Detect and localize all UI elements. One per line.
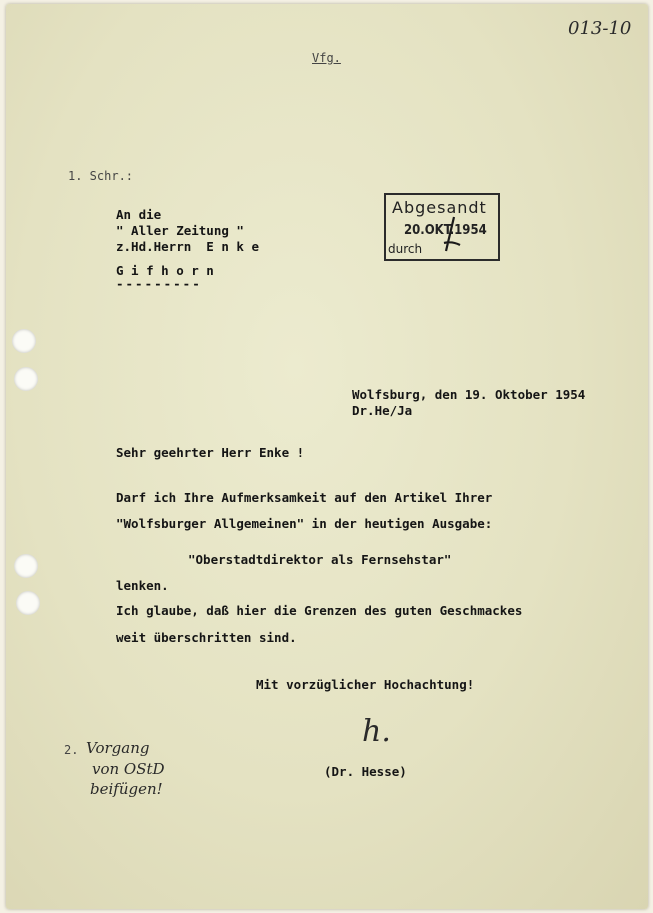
file-reference-handwritten: 013-10 bbox=[568, 18, 632, 39]
body-line-3: lenken. bbox=[116, 578, 169, 593]
closing: Mit vorzüglicher Hochachtung! bbox=[256, 677, 475, 692]
signature: h. bbox=[362, 714, 391, 749]
place-and-date: Wolfsburg, den 19. Oktober 1954 bbox=[352, 387, 586, 402]
item-2-number: 2. bbox=[64, 743, 79, 757]
handwritten-note-line-1: Vorgang bbox=[86, 739, 150, 757]
reference-code: Dr.He/Ja bbox=[352, 403, 413, 418]
document-page bbox=[6, 4, 648, 909]
body-line-1: Darf ich Ihre Aufmerksamkeit auf den Artikel Ihrer bbox=[116, 490, 493, 505]
stamp-label: Abgesandt bbox=[392, 198, 487, 217]
address-line-3: z.Hd.Herrn E n k e bbox=[116, 239, 259, 254]
stamp-by: durch bbox=[388, 242, 423, 256]
item-1-label: 1. Schr.: bbox=[68, 169, 134, 183]
body-line-4: Ich glaube, daß hier die Grenzen des guten Geschmackes bbox=[116, 603, 523, 618]
punch-hole bbox=[14, 554, 38, 578]
punch-hole bbox=[14, 367, 38, 391]
stamp-initial-mark bbox=[436, 215, 466, 257]
address-line-1: An die bbox=[116, 207, 162, 222]
address-city-underline: --------- bbox=[116, 276, 202, 291]
handwritten-note-line-3: beifügen! bbox=[90, 780, 163, 798]
punch-hole bbox=[12, 329, 36, 353]
address-line-2: " Aller Zeitung " bbox=[116, 223, 244, 238]
body-quote: "Oberstadtdirektor als Fernsehstar" bbox=[188, 552, 452, 567]
signer-name: (Dr. Hesse) bbox=[324, 764, 407, 779]
punch-hole bbox=[16, 591, 40, 615]
stamp-date: 20.OKT.1954 bbox=[404, 223, 487, 238]
salutation: Sehr geehrter Herr Enke ! bbox=[116, 445, 305, 460]
body-line-5: weit überschritten sind. bbox=[116, 630, 297, 645]
address-city: G i f h o r n bbox=[116, 263, 214, 278]
heading-vfg: Vfg. bbox=[312, 51, 341, 65]
handwritten-note-line-2: von OStD bbox=[92, 760, 165, 778]
dispatch-stamp bbox=[384, 193, 500, 261]
body-line-2: "Wolfsburger Allgemeinen" in der heutigen Ausgabe: bbox=[116, 516, 493, 531]
